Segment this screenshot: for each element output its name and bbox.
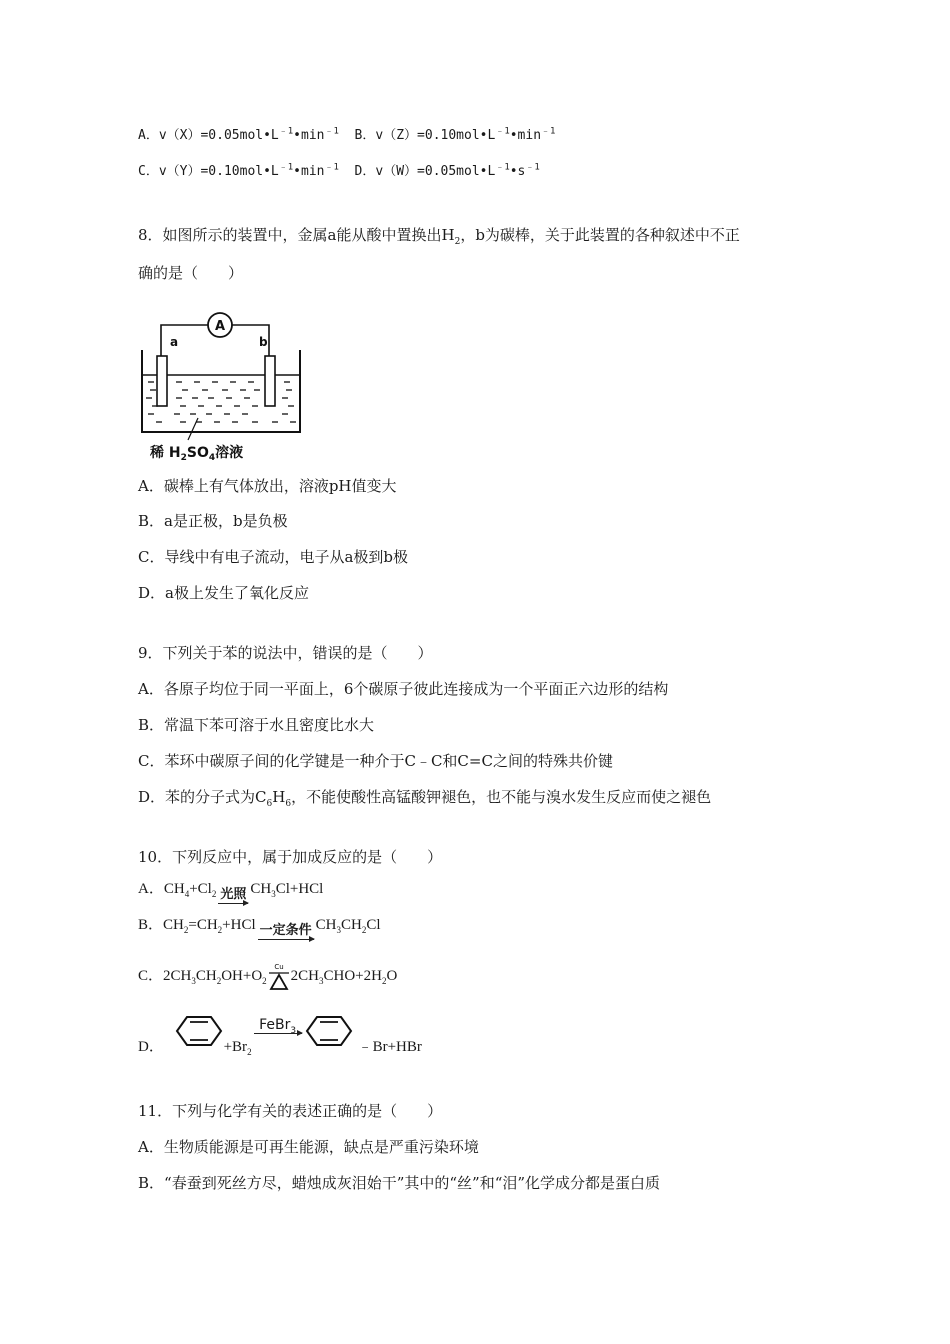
q11-option-a: A．生物质能源是可再生能源，缺点是严重污染环境 bbox=[138, 1138, 479, 1156]
q9-option-b: B．常温下苯可溶于水且密度比水大 bbox=[138, 716, 375, 734]
q10-b-sub: 2 bbox=[183, 925, 189, 935]
q10-a-rhs-post: Cl+HCl bbox=[275, 881, 324, 897]
q9-option-a: A．各原子均位于同一平面上，6个碳原子彼此连接成为一个平面正六边形的结构 bbox=[138, 680, 669, 698]
q10-c-rhs-post: O bbox=[386, 968, 398, 984]
q10-d-catalyst: FeBr$_3$ bbox=[259, 1017, 297, 1036]
q11-stem: 11．下列与化学有关的表述正确的是（ ） bbox=[138, 1102, 443, 1120]
q7-option-d-unit: •s bbox=[509, 164, 526, 179]
q7-option-d: D．v（W）=0.05mol•L bbox=[338, 164, 496, 179]
q10-b-rhs-mid: CH bbox=[340, 917, 362, 933]
q7-options-row1 bbox=[138, 125, 555, 147]
q8-option-d: D．a极上发生了氧化反应 bbox=[138, 584, 309, 602]
q10-c-sub: 3 bbox=[191, 976, 196, 986]
q8-stem-text2: ，b为碳棒，关于此装置的各种叙述中不正 bbox=[460, 226, 740, 244]
q10-option-c-label: C． bbox=[138, 968, 164, 984]
q7-option-b: B．v（Z）=0.10mol•L bbox=[338, 128, 496, 143]
q7-option-b-sup: ﹣1 bbox=[495, 126, 510, 137]
q10-d-reagent: +Br bbox=[223, 1039, 248, 1055]
q8-electrolysis-figure bbox=[136, 310, 308, 462]
ammeter-label: A bbox=[214, 319, 226, 334]
q8-option-c: C．导线中有电子流动，电子从a极到b极 bbox=[138, 548, 409, 566]
q10-b-lhs-mid: =CH bbox=[188, 917, 218, 933]
q10-b-rhs: CH bbox=[315, 917, 337, 933]
q8-option-a: A．碳棒上有气体放出，溶液pH值变大 bbox=[138, 477, 397, 495]
q10-option-d-label: D． bbox=[138, 1039, 164, 1055]
q7-option-c-sup: ﹣1 bbox=[278, 162, 294, 173]
q9-option-c: C．苯环中碳原子间的化学键是一种介于C﹣C和C=C之间的特殊共价键 bbox=[138, 752, 613, 770]
q10-a-lhs: CH bbox=[163, 881, 185, 897]
electrode-a bbox=[157, 356, 167, 406]
q10-option-d bbox=[138, 1014, 422, 1062]
electrode-a-label: a bbox=[170, 335, 179, 349]
q10-c-lhs-mid: CH bbox=[195, 968, 217, 984]
q8-stem-line2: 确的是（ ） bbox=[138, 264, 244, 282]
q7-option-a-sup: ﹣1 bbox=[278, 126, 294, 137]
q10-b-condition: 一定条件 bbox=[259, 923, 312, 938]
q9-option-d bbox=[138, 786, 711, 808]
q10-b-sub2: 2 bbox=[217, 925, 223, 935]
q8-option-b: B．a是正极，b是负极 bbox=[138, 512, 288, 530]
q7-option-c: C．v（Y）=0.10mol•L bbox=[138, 164, 279, 179]
q10-d-reagent-sub: 2 bbox=[247, 1047, 252, 1057]
q7-option-b-sup2: ﹣1 bbox=[541, 126, 556, 137]
q10-option-b-label: B． bbox=[138, 917, 164, 933]
q10-b-lhs-post: +HCl bbox=[222, 917, 256, 933]
q10-a-reaction-arrow bbox=[218, 888, 248, 904]
q10-c-lhs: 2CH bbox=[163, 968, 192, 984]
q10-stem: 10．下列反应中，属于加成反应的是（ ） bbox=[138, 848, 443, 866]
q9-option-d-rest: ，不能使酸性高锰酸钾褪色，也不能与溴水发生反应而使之褪色 bbox=[291, 788, 712, 806]
q10-c-sub2: 2 bbox=[216, 976, 222, 986]
q10-option-a-label: A． bbox=[138, 881, 164, 897]
q7-option-a: A．v（X）=0.05mol•L bbox=[138, 128, 279, 143]
q9-option-d-sub2: 6 bbox=[285, 799, 292, 809]
electrode-b-label: b bbox=[259, 335, 268, 349]
q10-a-lhs-mid: +Cl bbox=[189, 881, 212, 897]
q10-b-reaction-arrow bbox=[258, 924, 314, 940]
svg-text:Cu: Cu bbox=[274, 962, 284, 971]
q10-option-b bbox=[138, 910, 381, 940]
q7-option-c-sup2: ﹣1 bbox=[324, 162, 339, 173]
q10-a-condition: 光照 bbox=[220, 887, 247, 902]
electrode-b bbox=[265, 356, 275, 406]
q7-option-b-unit: •min bbox=[509, 128, 542, 143]
q10-c-rhs-sub: 3 bbox=[319, 976, 324, 986]
q7-option-d-sup2: ﹣1 bbox=[525, 162, 540, 173]
benzene-ring-icon bbox=[174, 1014, 224, 1048]
q7-option-a-sup2: ﹣1 bbox=[324, 126, 339, 137]
q10-c-rhs-mid: CHO+2H bbox=[323, 968, 382, 984]
q10-option-a bbox=[138, 874, 323, 904]
q9-option-d-text: D．苯的分子式为C bbox=[138, 788, 267, 806]
solution-label: 稀 $H_2SO_4$溶液 bbox=[150, 445, 244, 462]
q7-option-c-unit: •min bbox=[293, 164, 325, 179]
q10-option-c bbox=[138, 959, 397, 993]
q10-b-rhs-sub2: 2 bbox=[361, 925, 367, 935]
q10-b-rhs-sub: 3 bbox=[336, 925, 341, 935]
q10-b-lhs: CH bbox=[163, 917, 184, 933]
q7-options-row2 bbox=[138, 161, 540, 183]
q10-b-rhs-post: Cl bbox=[366, 917, 381, 933]
q10-a-rhs: CH bbox=[250, 881, 272, 897]
q10-a-sub: 4 bbox=[184, 889, 190, 899]
q10-c-lhs-mid2: OH+O bbox=[221, 968, 263, 984]
q7-option-a-unit: •min bbox=[293, 128, 325, 143]
q11-option-b: B．“春蚕到死丝方尽，蜡烛成灰泪始干”其中的“丝”和“泪”化学成分都是蛋白质 bbox=[138, 1174, 661, 1192]
q10-c-rhs-sub2: 2 bbox=[381, 976, 387, 986]
q8-stem-sub: 2 bbox=[454, 237, 461, 247]
q10-a-sub2: 2 bbox=[211, 889, 217, 899]
heat-triangle-icon bbox=[268, 961, 290, 993]
q10-c-sub3: 2 bbox=[262, 976, 267, 986]
q7-option-d-sup: ﹣1 bbox=[495, 162, 510, 173]
q10-a-rhs-sub: 3 bbox=[271, 889, 276, 899]
q9-option-d-sub1: 6 bbox=[266, 799, 273, 809]
q8-stem-line1 bbox=[138, 224, 740, 246]
q10-c-rhs: 2CH bbox=[290, 968, 320, 984]
q9-option-d-h: H bbox=[272, 788, 286, 806]
q8-stem-text: 8．如图所示的装置中，金属a能从酸中置换出H bbox=[138, 226, 455, 244]
q10-d-product: ﹣Br+HBr bbox=[357, 1039, 422, 1055]
q10-d-reaction-arrow bbox=[254, 1018, 302, 1034]
q9-stem: 9．下列关于苯的说法中，错误的是（ ） bbox=[138, 644, 433, 662]
benzene-ring-product-icon bbox=[304, 1014, 354, 1048]
